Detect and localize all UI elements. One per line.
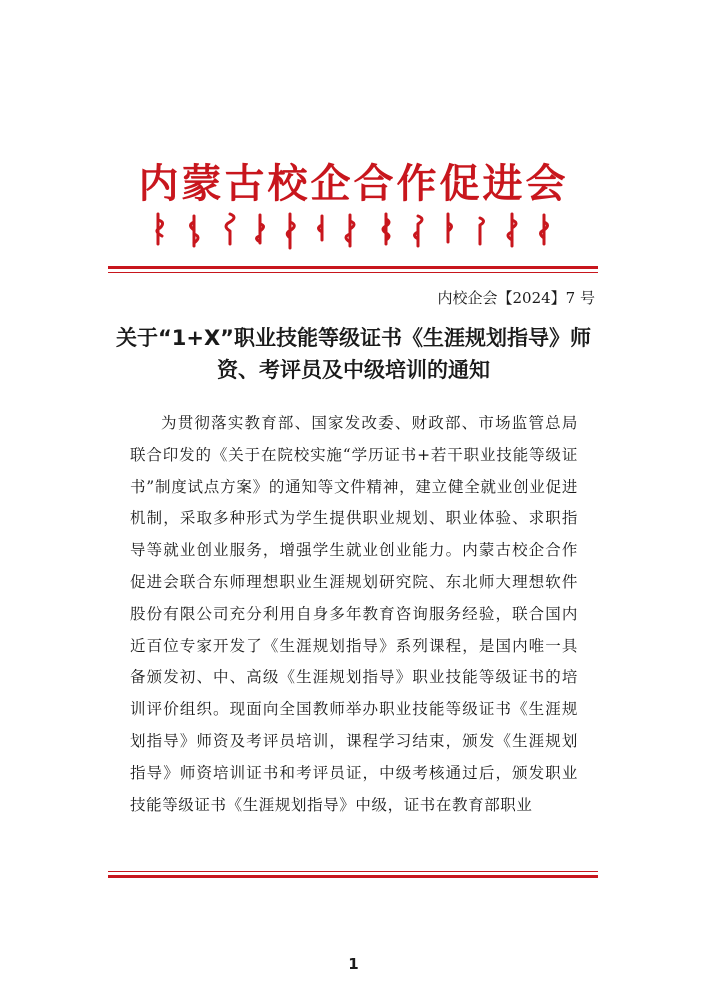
body-paragraph: 为贯彻落实教育部、国家发改委、财政部、市场监管总局联合印发的《关于在院校实施“学历证书+若干职业技能等级证书”制度试点方案》的通知等文件精神，建立健全就业创业促进机制，采取多种形式为学生提供职业规划、职业体验、求职指导等就业创业服务，增强学生就业创业能力。内蒙古校企合作促进会联合东师理想职业生涯规划研究院、东北师大理想软件股份有限公司充分利用自身多年教育咨询服务经验，联合国内近百位专家开发了《生涯规划指导》系列课程，是国内唯一具备颁发初、中、高级《生涯规划指导》职业技能等级证书的培训评价组织。现面向全国教师举办职业技能等级证书《生涯规划指导》师资及考评员培训，课程学习结束，颁发《生涯规划指导》师资培训证书和考评员证，中级考核通过后，颁发职业技能等级证书《生涯规划指导》中级，证书在教育部职业 <box>130 414 578 814</box>
header-divider-thick <box>108 266 598 269</box>
footer-divider-thick <box>108 875 598 878</box>
document-title: 关于“1+X”职业技能等级证书《生涯规划指导》师资、考评员及中级培训的通知 <box>115 326 591 382</box>
page-number: 1 <box>348 955 359 973</box>
footer-divider-thin <box>108 871 598 872</box>
org-name-mongolian-script <box>150 210 560 252</box>
header-divider-thin <box>108 272 598 273</box>
document-number: 内校企会【2024】7 号 <box>437 289 595 307</box>
org-name-chinese: 内蒙古校企合作促进会 <box>138 160 569 207</box>
